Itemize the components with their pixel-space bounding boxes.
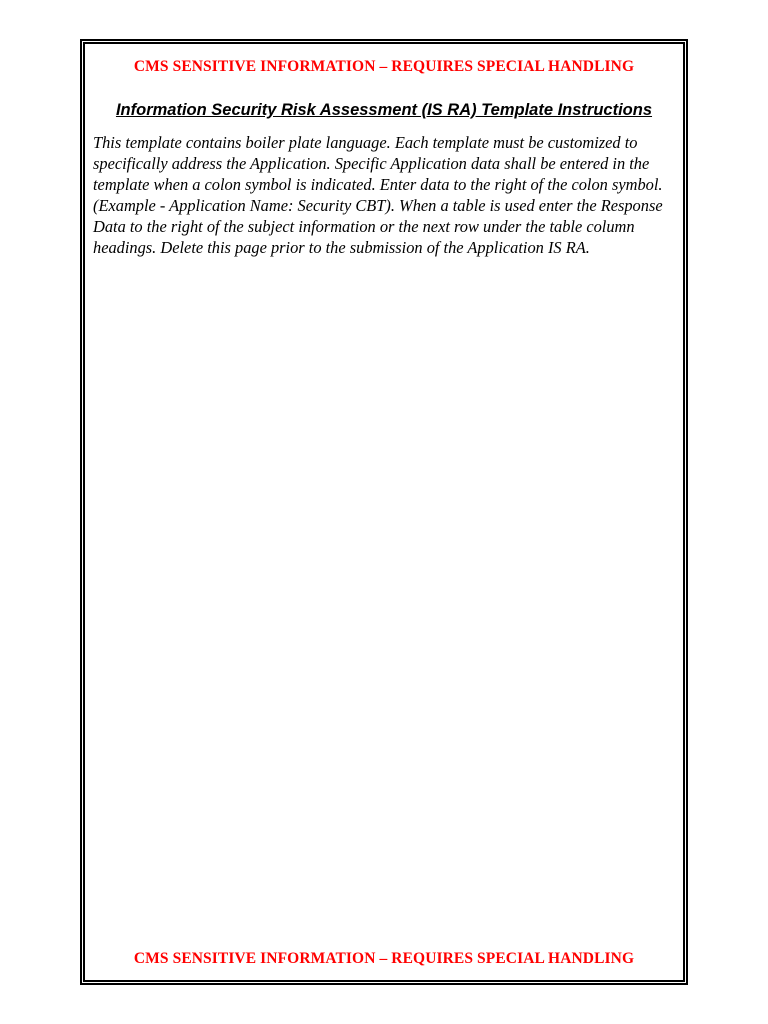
page-frame <box>80 39 688 985</box>
document-title: Information Security Risk Assessment (IS RA) Template Instructions <box>115 101 653 119</box>
header-sensitivity-banner: CMS SENSITIVE INFORMATION – REQUIRES SPECIAL HANDLING <box>133 58 635 75</box>
instructions-paragraph: This template contains boiler plate language. Each template must be customized to specifically address the Application. Specific Application data shall be entered in the template when a colon symbol is indicated. Enter data to the right of the colon symbol. (Example - Application Name: Security CBT). When a table is used enter the Response Data to the right of the subject information or the next row under the table column headings. Delete this page prior to the submission of the Application IS RA. <box>93 133 663 257</box>
footer-sensitivity-banner: CMS SENSITIVE INFORMATION – REQUIRES SPECIAL HANDLING <box>133 950 635 967</box>
